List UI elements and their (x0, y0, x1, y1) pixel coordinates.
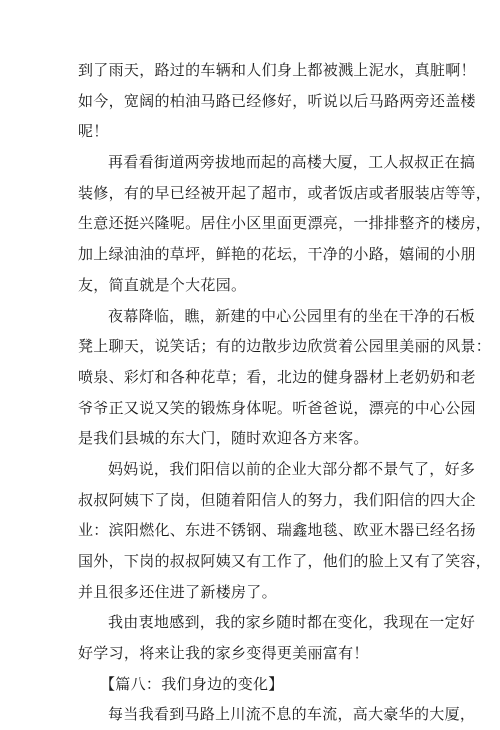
text-line: 喷泉、彩灯和各种花草；看，北边的健身器材上老奶奶和老 (78, 367, 476, 386)
section-heading: 【篇八：我们身边的变化】 (100, 674, 284, 693)
text-line: 生意还挺兴隆呢。居住小区里面更漂亮，一排排整齐的楼房， (78, 214, 492, 233)
paragraph-start-line: 夜幕降临，瞧，新建的中心公园里有的坐在干净的石板 (108, 306, 476, 325)
paragraph-start-line: 再看看街道两旁拔地而起的高楼大厦，工人叔叔正在搞 (108, 153, 476, 172)
text-line: 业：滨阳燃化、东进不锈钢、瑞鑫地毯、欧亚木器已经名扬 (78, 521, 476, 540)
essay-body (78, 55, 492, 730)
text-line: 到了雨天，路过的车辆和人们身上都被溅上泥水，真脏啊！ (78, 61, 476, 79)
text-line: 爷爷正又说又笑的锻炼身体呢。听爸爸说，漂亮的中心公园 (78, 398, 476, 417)
paragraph-start-line: 每当我看到马路上川流不息的车流，高大豪华的大厦， (108, 705, 476, 724)
text-line: 如今，宽阔的柏油马路已经修好，听说以后马路两旁还盖楼 (78, 91, 476, 110)
text-line: 友，简直就是个大花园。 (78, 275, 247, 294)
text-line: 加上绿油油的草坪，鲜艳的花坛，干净的小路，嬉闹的小朋 (78, 245, 476, 264)
text-line: 装修，有的早已经被开起了超市，或者饭店或者服装店等等， (78, 183, 492, 202)
text-line: 并且很多还住进了新楼房了。 (78, 582, 277, 601)
text-line: 国外，下岗的叔叔阿姨又有工作了，他们的脸上又有了笑容， (78, 552, 492, 570)
text-line: 叔叔阿姨下了岗，但随着阳信人的努力，我们阳信的四大企 (78, 490, 476, 509)
text-line: 凳上聊天，说笑话；有的边散步边欣赏着公园里美丽的风景： (78, 337, 492, 356)
text-line: 呢！ (78, 122, 109, 141)
text-line: 是我们县城的东大门，随时欢迎各方来客。 (78, 429, 369, 448)
paragraph-start-line: 妈妈说，我们阳信以前的企业大部分都不景气了，好多 (108, 459, 476, 478)
paragraph-start-line: 我由衷地感到，我的家乡随时都在变化，我现在一定好 (108, 613, 476, 632)
text-line: 好学习，将来让我的家乡变得更美丽富有！ (78, 644, 369, 663)
